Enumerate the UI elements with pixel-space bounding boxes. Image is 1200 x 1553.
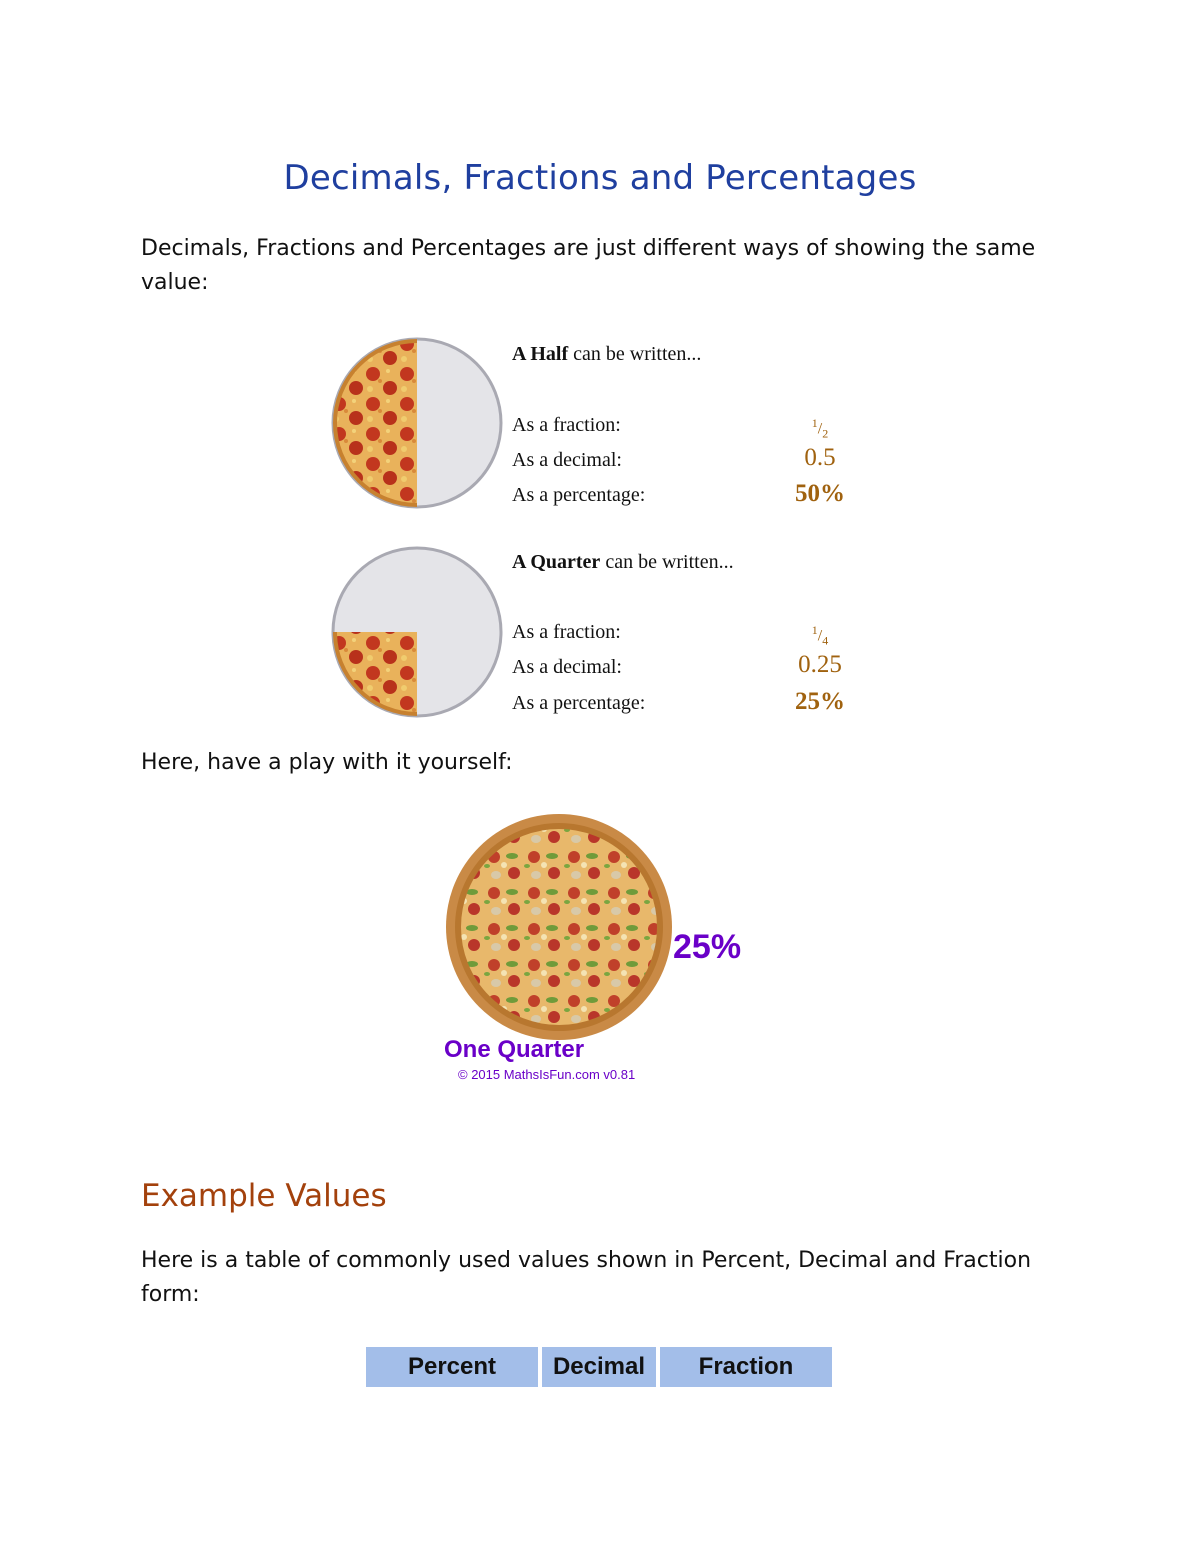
quarter-suffix: can be written... <box>600 551 734 573</box>
percent-readout: 25% <box>673 928 742 966</box>
quarter-fraction-label: As a fraction: <box>512 621 621 643</box>
quarter-percent-label: As a percentage: <box>512 692 646 714</box>
example-description: Here is a table of commonly used values shown in Percent, Decimal and Fraction form: <box>141 1248 1032 1307</box>
intro-paragraph <box>141 232 1071 300</box>
half-decimal-value: 0.5 <box>804 444 836 471</box>
section-heading-example-values: Example Values <box>141 1178 387 1214</box>
half-fraction-value: $^1/_2$ <box>811 416 829 441</box>
half-heading <box>512 343 701 366</box>
half-suffix: can be written... <box>568 343 702 365</box>
play-prompt: Here, have a play with it yourself: <box>141 750 513 775</box>
copyright-text: © 2015 MathsIsFun.com v0.81 <box>458 1067 636 1082</box>
half-name: A Half <box>512 343 569 365</box>
quarter-pizza-image <box>330 545 505 720</box>
quarter-fraction-num: 1 <box>811 623 818 637</box>
quarter-fraction-den: 4 <box>822 633 829 648</box>
half-percent-value: 50% <box>795 480 845 507</box>
half-pizza-image <box>330 336 505 511</box>
column-header-fraction: Fraction <box>660 1347 832 1387</box>
quarter-percent-value: 25% <box>795 688 845 715</box>
intro-rest: are just different ways of showing the same value: <box>141 236 1036 295</box>
half-decimal-label: As a decimal: <box>512 449 622 471</box>
quarter-fraction-value: $^1/_4$ <box>811 623 829 648</box>
half-percent-label: As a percentage: <box>512 484 646 506</box>
values-table-header <box>366 1347 832 1387</box>
quarter-heading <box>512 551 734 574</box>
page-title: Decimals, Fractions and Percentages <box>283 158 917 198</box>
column-header-decimal: Decimal <box>542 1347 656 1387</box>
intro-bold: Decimals, Fractions and Percentages <box>141 236 547 261</box>
interactive-pizza-widget[interactable] <box>444 812 674 1042</box>
half-fraction-den: 2 <box>822 426 829 441</box>
half-fraction-label: As a fraction: <box>512 414 621 436</box>
quarter-decimal-value: 0.25 <box>798 651 842 678</box>
quarter-name: A Quarter <box>512 551 601 573</box>
fraction-name-label: One Quarter <box>444 1036 585 1063</box>
quarter-decimal-label: As a decimal: <box>512 656 622 678</box>
column-header-percent: Percent <box>366 1347 538 1387</box>
pizza-icon[interactable] <box>444 812 674 1042</box>
half-fraction-num: 1 <box>811 416 818 430</box>
